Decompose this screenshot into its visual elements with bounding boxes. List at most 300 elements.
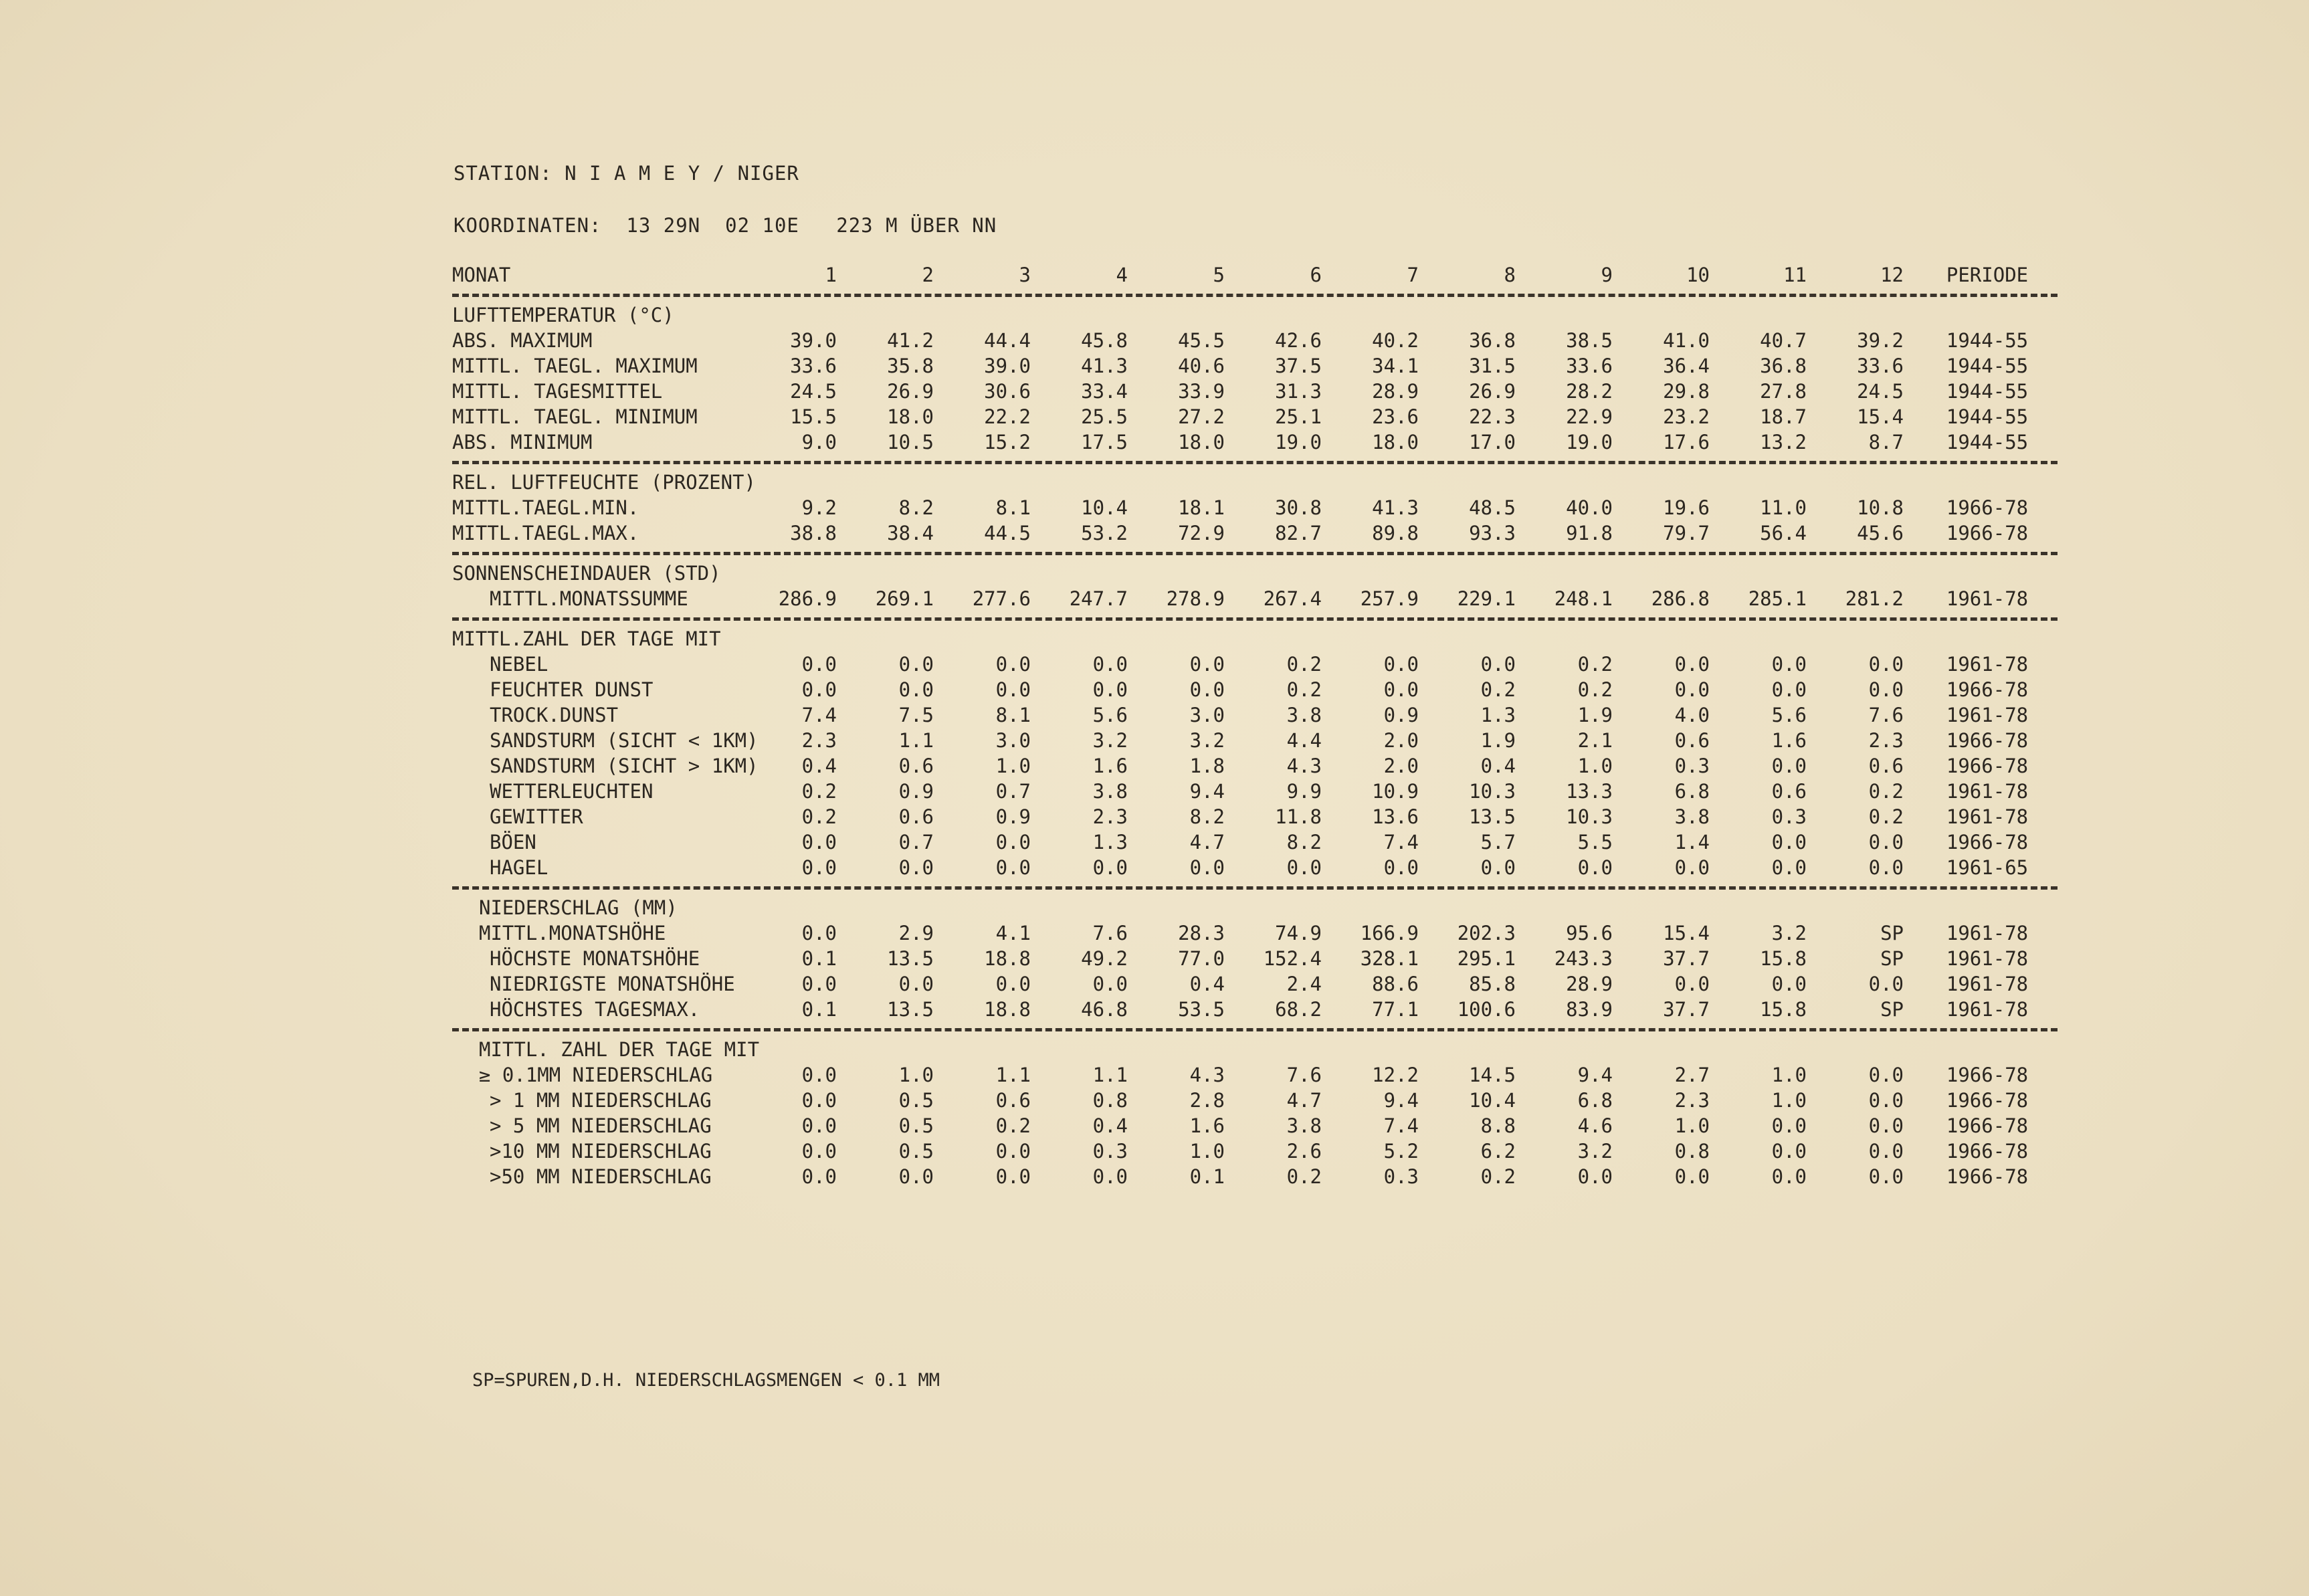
value-cell: 6.2 xyxy=(1480,1140,1516,1163)
dashed-rule xyxy=(452,288,2057,302)
period-cell: 1966-78 xyxy=(1946,755,2029,777)
value-cell: 0.0 xyxy=(1771,1165,1807,1188)
row-label: MITTL.TAEGL.MIN. xyxy=(452,496,639,519)
value-cell: 0.4 xyxy=(801,755,837,777)
row-label: > 5 MM NIEDERSCHLAG xyxy=(490,1114,712,1137)
value-cell: 26.9 xyxy=(887,380,934,403)
value-cell: 7.4 xyxy=(1383,831,1419,854)
value-cell: 37.5 xyxy=(1275,355,1322,377)
value-cell: 5.6 xyxy=(1771,704,1807,726)
value-cell: 0.0 xyxy=(1674,856,1710,879)
value-cell: 2.9 xyxy=(898,922,934,944)
value-cell: 0.0 xyxy=(801,1140,837,1163)
value-cell: SP xyxy=(1880,947,1904,970)
value-cell: 44.4 xyxy=(984,329,1031,352)
value-cell: 0.2 xyxy=(1868,780,1904,803)
month-header: 8 xyxy=(1504,264,1516,286)
value-cell: 37.7 xyxy=(1663,947,1710,970)
period-cell: 1944-55 xyxy=(1946,405,2029,428)
value-cell: 10.4 xyxy=(1081,496,1128,519)
value-cell: 3.2 xyxy=(1577,1140,1613,1163)
value-cell: 14.5 xyxy=(1469,1064,1516,1086)
value-cell: 0.0 xyxy=(1092,1165,1128,1188)
value-cell: 328.1 xyxy=(1360,947,1419,970)
period-cell: 1961-65 xyxy=(1946,856,2029,879)
table-row xyxy=(452,495,2057,520)
month-header: 9 xyxy=(1601,264,1613,286)
value-cell: 285.1 xyxy=(1748,587,1807,610)
value-cell: 9.9 xyxy=(1286,780,1322,803)
value-cell: 0.0 xyxy=(801,1114,837,1137)
period-cell: 1944-55 xyxy=(1946,329,2029,352)
value-cell: 8.2 xyxy=(1286,831,1322,854)
value-cell: 0.3 xyxy=(1383,1165,1419,1188)
value-cell: 1.1 xyxy=(1092,1064,1128,1086)
value-cell: 18.0 xyxy=(887,405,934,428)
value-cell: 3.8 xyxy=(1286,704,1322,726)
table-row xyxy=(452,946,2057,971)
row-label: NIEDRIGSTE MONATSHÖHE xyxy=(490,973,735,995)
coordinates-line: KOORDINATEN: 13 29N 02 10E 223 M ÜBER NN xyxy=(454,214,997,237)
value-cell: 24.5 xyxy=(790,380,837,403)
period-cell: 1961-78 xyxy=(1946,947,2029,970)
period-cell: 1944-55 xyxy=(1946,431,2029,454)
row-label: MITTL. TAEGL. MINIMUM xyxy=(452,405,698,428)
dashed-rule xyxy=(452,611,2057,626)
value-cell: 0.0 xyxy=(801,922,837,944)
table-header-row xyxy=(452,262,2057,288)
value-cell: 74.9 xyxy=(1275,922,1322,944)
period-cell: 1961-78 xyxy=(1946,587,2029,610)
value-cell: 10.5 xyxy=(887,431,934,454)
row-label: MITTL.MONATSSUMME xyxy=(490,587,688,610)
table-row xyxy=(452,677,2057,702)
value-cell: 0.0 xyxy=(801,1089,837,1112)
value-cell: 0.0 xyxy=(1771,653,1807,676)
table-row xyxy=(452,586,2057,611)
value-cell: 39.0 xyxy=(790,329,837,352)
value-cell: 0.6 xyxy=(1771,780,1807,803)
value-cell: 12.2 xyxy=(1372,1064,1419,1086)
dashed-rule xyxy=(452,1022,2057,1037)
month-header: 7 xyxy=(1407,264,1419,286)
value-cell: 0.0 xyxy=(801,831,837,854)
value-cell: 46.8 xyxy=(1081,998,1128,1021)
row-label: > 1 MM NIEDERSCHLAG xyxy=(490,1089,712,1112)
value-cell: 1.0 xyxy=(1577,755,1613,777)
value-cell: 91.8 xyxy=(1566,522,1613,544)
value-cell: 33.6 xyxy=(1857,355,1904,377)
month-label: MONAT xyxy=(452,264,511,286)
dashed-line xyxy=(452,617,2057,621)
value-cell: 152.4 xyxy=(1263,947,1322,970)
period-cell: 1961-78 xyxy=(1946,653,2029,676)
section-title: NIEDERSCHLAG (MM) xyxy=(479,896,678,919)
value-cell: SP xyxy=(1880,922,1904,944)
value-cell: 33.6 xyxy=(790,355,837,377)
value-cell: 1.1 xyxy=(898,729,934,752)
value-cell: 1.9 xyxy=(1577,704,1613,726)
table-row xyxy=(452,1164,2057,1189)
value-cell: 0.9 xyxy=(898,780,934,803)
climate-table xyxy=(452,262,2057,1204)
table-row xyxy=(452,1138,2057,1164)
period-cell: 1966-78 xyxy=(1946,678,2029,701)
dashed-line xyxy=(452,552,2057,555)
value-cell: 0.6 xyxy=(995,1089,1031,1112)
value-cell: 0.0 xyxy=(1868,1140,1904,1163)
table-row xyxy=(452,379,2057,404)
value-cell: 53.2 xyxy=(1081,522,1128,544)
value-cell: 29.8 xyxy=(1663,380,1710,403)
value-cell: 0.2 xyxy=(1480,678,1516,701)
value-cell: 30.8 xyxy=(1275,496,1322,519)
row-label: ABS. MINIMUM xyxy=(452,431,593,454)
dashed-rule xyxy=(452,1189,2057,1204)
value-cell: 2.8 xyxy=(1189,1089,1225,1112)
value-cell: 3.8 xyxy=(1286,1114,1322,1137)
value-cell: 1.0 xyxy=(1771,1089,1807,1112)
value-cell: 11.8 xyxy=(1275,805,1322,828)
value-cell: 1.1 xyxy=(995,1064,1031,1086)
value-cell: 4.7 xyxy=(1286,1089,1322,1112)
value-cell: 0.8 xyxy=(1092,1089,1128,1112)
value-cell: 19.0 xyxy=(1566,431,1613,454)
value-cell: 2.3 xyxy=(1674,1089,1710,1112)
value-cell: 0.0 xyxy=(1383,653,1419,676)
value-cell: 0.6 xyxy=(1868,755,1904,777)
value-cell: 0.9 xyxy=(995,805,1031,828)
value-cell: 0.0 xyxy=(1868,1114,1904,1137)
value-cell: 3.8 xyxy=(1674,805,1710,828)
value-cell: 13.2 xyxy=(1760,431,1807,454)
section-divider xyxy=(452,880,2057,895)
period-cell: 1961-78 xyxy=(1946,704,2029,726)
value-cell: 1.4 xyxy=(1674,831,1710,854)
row-label: SANDSTURM (SICHT < 1KM) xyxy=(490,729,759,752)
value-cell: 42.6 xyxy=(1275,329,1322,352)
value-cell: 0.6 xyxy=(1674,729,1710,752)
value-cell: 286.9 xyxy=(778,587,837,610)
value-cell: 269.1 xyxy=(875,587,934,610)
value-cell: 25.1 xyxy=(1275,405,1322,428)
value-cell: 7.6 xyxy=(1868,704,1904,726)
value-cell: 0.0 xyxy=(1383,678,1419,701)
value-cell: 5.2 xyxy=(1383,1140,1419,1163)
value-cell: 8.8 xyxy=(1480,1114,1516,1137)
value-cell: 2.4 xyxy=(1286,973,1322,995)
period-cell: 1961-78 xyxy=(1946,998,2029,1021)
value-cell: 10.4 xyxy=(1469,1089,1516,1112)
period-cell: 1944-55 xyxy=(1946,380,2029,403)
value-cell: 166.9 xyxy=(1360,922,1419,944)
period-cell: 1966-78 xyxy=(1946,1064,2029,1086)
table-row xyxy=(452,804,2057,829)
section-title: REL. LUFTFEUCHTE (PROZENT) xyxy=(452,471,756,494)
value-cell: 5.5 xyxy=(1577,831,1613,854)
value-cell: 13.5 xyxy=(1469,805,1516,828)
period-cell: 1944-55 xyxy=(1946,355,2029,377)
value-cell: 0.2 xyxy=(801,780,837,803)
value-cell: 0.0 xyxy=(801,678,837,701)
dashed-rule xyxy=(452,880,2057,895)
value-cell: 77.1 xyxy=(1372,998,1419,1021)
value-cell: 18.1 xyxy=(1178,496,1225,519)
value-cell: 28.3 xyxy=(1178,922,1225,944)
value-cell: 68.2 xyxy=(1275,998,1322,1021)
table-row xyxy=(452,328,2057,353)
value-cell: 1.0 xyxy=(898,1064,934,1086)
month-header: 6 xyxy=(1310,264,1322,286)
value-cell: 41.3 xyxy=(1372,496,1419,519)
section-title-row xyxy=(452,561,2057,586)
value-cell: 41.3 xyxy=(1081,355,1128,377)
value-cell: 0.3 xyxy=(1092,1140,1128,1163)
section-title: MITTL.ZAHL DER TAGE MIT xyxy=(452,627,721,650)
table-row xyxy=(452,829,2057,855)
value-cell: 0.2 xyxy=(995,1114,1031,1137)
row-label: ABS. MAXIMUM xyxy=(452,329,593,352)
value-cell: 0.0 xyxy=(1771,973,1807,995)
value-cell: 38.5 xyxy=(1566,329,1613,352)
value-cell: 18.8 xyxy=(984,947,1031,970)
value-cell: 7.6 xyxy=(1092,922,1128,944)
value-cell: 0.0 xyxy=(1771,1140,1807,1163)
value-cell: 0.3 xyxy=(1771,805,1807,828)
value-cell: 31.5 xyxy=(1469,355,1516,377)
row-label: WETTERLEUCHTEN xyxy=(490,780,654,803)
value-cell: 0.1 xyxy=(1189,1165,1225,1188)
value-cell: 0.3 xyxy=(1674,755,1710,777)
value-cell: 0.0 xyxy=(995,1140,1031,1163)
value-cell: 0.2 xyxy=(1480,1165,1516,1188)
value-cell: 2.7 xyxy=(1674,1064,1710,1086)
value-cell: 0.0 xyxy=(1868,973,1904,995)
period-cell: 1961-78 xyxy=(1946,922,2029,944)
value-cell: 95.6 xyxy=(1566,922,1613,944)
value-cell: 33.9 xyxy=(1178,380,1225,403)
dashed-line xyxy=(452,461,2057,464)
value-cell: 0.0 xyxy=(1868,1165,1904,1188)
value-cell: 4.7 xyxy=(1189,831,1225,854)
value-cell: 0.0 xyxy=(801,856,837,879)
value-cell: 0.5 xyxy=(898,1089,934,1112)
value-cell: 40.7 xyxy=(1760,329,1807,352)
value-cell: 4.6 xyxy=(1577,1114,1613,1137)
value-cell: 18.8 xyxy=(984,998,1031,1021)
section-title: LUFTTEMPERATUR (°C) xyxy=(452,304,674,326)
value-cell: 243.3 xyxy=(1554,947,1613,970)
row-label: TROCK.DUNST xyxy=(490,704,619,726)
value-cell: 40.0 xyxy=(1566,496,1613,519)
value-cell: 56.4 xyxy=(1760,522,1807,544)
value-cell: 7.4 xyxy=(801,704,837,726)
row-label: HÖCHSTE MONATSHÖHE xyxy=(490,947,700,970)
month-header: 2 xyxy=(922,264,934,286)
value-cell: 28.9 xyxy=(1372,380,1419,403)
value-cell: 247.7 xyxy=(1069,587,1128,610)
footnote: SP=SPUREN,D.H. NIEDERSCHLAGSMENGEN < 0.1 MM xyxy=(472,1370,940,1391)
row-label: HAGEL xyxy=(490,856,548,879)
value-cell: 0.9 xyxy=(1383,704,1419,726)
month-header: 12 xyxy=(1880,264,1904,286)
value-cell: 0.2 xyxy=(801,805,837,828)
value-cell: 1.0 xyxy=(1771,1064,1807,1086)
value-cell: 0.2 xyxy=(1577,653,1613,676)
period-cell: 1966-78 xyxy=(1946,831,2029,854)
table-row xyxy=(452,997,2057,1022)
section-title-row xyxy=(452,626,2057,652)
value-cell: 4.4 xyxy=(1286,729,1322,752)
table-row xyxy=(452,920,2057,946)
value-cell: 15.8 xyxy=(1760,998,1807,1021)
period-cell: 1966-78 xyxy=(1946,1165,2029,1188)
month-header: 1 xyxy=(825,264,837,286)
table-body xyxy=(452,288,2057,1204)
period-cell: 1966-78 xyxy=(1946,1140,2029,1163)
value-cell: 0.0 xyxy=(801,1064,837,1086)
value-cell: 3.2 xyxy=(1092,729,1128,752)
section-title: MITTL. ZAHL DER TAGE MIT xyxy=(479,1038,760,1061)
value-cell: 19.6 xyxy=(1663,496,1710,519)
table-row xyxy=(452,971,2057,997)
value-cell: 0.0 xyxy=(1577,1165,1613,1188)
section-title-row xyxy=(452,895,2057,920)
value-cell: 0.0 xyxy=(1092,973,1128,995)
value-cell: 31.3 xyxy=(1275,380,1322,403)
value-cell: 82.7 xyxy=(1275,522,1322,544)
table-row xyxy=(452,520,2057,546)
dashed-rule xyxy=(452,546,2057,561)
value-cell: 10.3 xyxy=(1566,805,1613,828)
value-cell: 0.0 xyxy=(1092,653,1128,676)
value-cell: 0.0 xyxy=(1868,653,1904,676)
row-label: BÖEN xyxy=(490,831,536,854)
value-cell: 45.5 xyxy=(1178,329,1225,352)
period-label: PERIODE xyxy=(1946,264,2029,286)
table-row xyxy=(452,429,2057,455)
value-cell: 13.6 xyxy=(1372,805,1419,828)
value-cell: 0.0 xyxy=(995,831,1031,854)
value-cell: 3.8 xyxy=(1092,780,1128,803)
period-cell: 1966-78 xyxy=(1946,1114,2029,1137)
value-cell: 45.6 xyxy=(1857,522,1904,544)
value-cell: 0.0 xyxy=(1674,653,1710,676)
value-cell: 0.0 xyxy=(898,653,934,676)
value-cell: 28.9 xyxy=(1566,973,1613,995)
value-cell: SP xyxy=(1880,998,1904,1021)
value-cell: 22.9 xyxy=(1566,405,1613,428)
value-cell: 2.3 xyxy=(1868,729,1904,752)
value-cell: 18.0 xyxy=(1178,431,1225,454)
value-cell: 0.0 xyxy=(801,653,837,676)
value-cell: 17.0 xyxy=(1469,431,1516,454)
value-cell: 295.1 xyxy=(1457,947,1516,970)
value-cell: 26.9 xyxy=(1469,380,1516,403)
value-cell: 19.0 xyxy=(1275,431,1322,454)
value-cell: 8.7 xyxy=(1868,431,1904,454)
value-cell: 39.0 xyxy=(984,355,1031,377)
month-header: 5 xyxy=(1213,264,1225,286)
value-cell: 11.0 xyxy=(1760,496,1807,519)
value-cell: 0.0 xyxy=(1480,856,1516,879)
row-label: SANDSTURM (SICHT > 1KM) xyxy=(490,755,759,777)
value-cell: 2.0 xyxy=(1383,755,1419,777)
value-cell: 0.0 xyxy=(1771,856,1807,879)
value-cell: 28.2 xyxy=(1566,380,1613,403)
section-divider xyxy=(452,288,2057,302)
value-cell: 9.0 xyxy=(801,431,837,454)
table-row xyxy=(452,702,2057,728)
value-cell: 0.0 xyxy=(898,973,934,995)
value-cell: 48.5 xyxy=(1469,496,1516,519)
dashed-line xyxy=(452,1028,2057,1031)
period-cell: 1961-78 xyxy=(1946,973,2029,995)
value-cell: 0.0 xyxy=(995,678,1031,701)
value-cell: 10.3 xyxy=(1469,780,1516,803)
value-cell: 0.0 xyxy=(801,973,837,995)
table-row xyxy=(452,404,2057,429)
value-cell: 1.6 xyxy=(1189,1114,1225,1137)
value-cell: 9.4 xyxy=(1383,1089,1419,1112)
dashed-rule xyxy=(452,455,2057,470)
value-cell: 0.4 xyxy=(1092,1114,1128,1137)
value-cell: 2.6 xyxy=(1286,1140,1322,1163)
value-cell: 39.2 xyxy=(1857,329,1904,352)
value-cell: 1.0 xyxy=(1674,1114,1710,1137)
value-cell: 202.3 xyxy=(1457,922,1516,944)
section-divider xyxy=(452,1189,2057,1204)
value-cell: 49.2 xyxy=(1081,947,1128,970)
value-cell: 0.0 xyxy=(1868,678,1904,701)
value-cell: 4.3 xyxy=(1189,1064,1225,1086)
value-cell: 0.0 xyxy=(1674,678,1710,701)
section-divider xyxy=(452,546,2057,561)
section-divider xyxy=(452,611,2057,626)
value-cell: 38.8 xyxy=(790,522,837,544)
value-cell: 18.7 xyxy=(1760,405,1807,428)
value-cell: 15.4 xyxy=(1857,405,1904,428)
value-cell: 33.4 xyxy=(1081,380,1128,403)
value-cell: 8.2 xyxy=(1189,805,1225,828)
row-label: MITTL. TAEGL. MAXIMUM xyxy=(452,355,698,377)
value-cell: 2.1 xyxy=(1577,729,1613,752)
table-row xyxy=(452,1113,2057,1138)
value-cell: 7.4 xyxy=(1383,1114,1419,1137)
value-cell: 1.0 xyxy=(1189,1140,1225,1163)
value-cell: 281.2 xyxy=(1845,587,1904,610)
value-cell: 93.3 xyxy=(1469,522,1516,544)
period-cell: 1966-78 xyxy=(1946,522,2029,544)
value-cell: 9.2 xyxy=(801,496,837,519)
value-cell: 9.4 xyxy=(1577,1064,1613,1086)
value-cell: 0.0 xyxy=(1092,856,1128,879)
value-cell: 1.3 xyxy=(1092,831,1128,854)
value-cell: 0.0 xyxy=(1868,856,1904,879)
row-label: NEBEL xyxy=(490,653,548,676)
value-cell: 0.0 xyxy=(1189,678,1225,701)
value-cell: 0.0 xyxy=(1868,831,1904,854)
value-cell: 10.9 xyxy=(1372,780,1419,803)
row-label: ≥ 0.1MM NIEDERSCHLAG xyxy=(479,1064,713,1086)
value-cell: 45.8 xyxy=(1081,329,1128,352)
section-title-row xyxy=(452,1037,2057,1062)
value-cell: 9.4 xyxy=(1189,780,1225,803)
section-title-row xyxy=(452,302,2057,328)
value-cell: 4.0 xyxy=(1674,704,1710,726)
value-cell: 0.5 xyxy=(898,1140,934,1163)
value-cell: 0.0 xyxy=(1092,678,1128,701)
